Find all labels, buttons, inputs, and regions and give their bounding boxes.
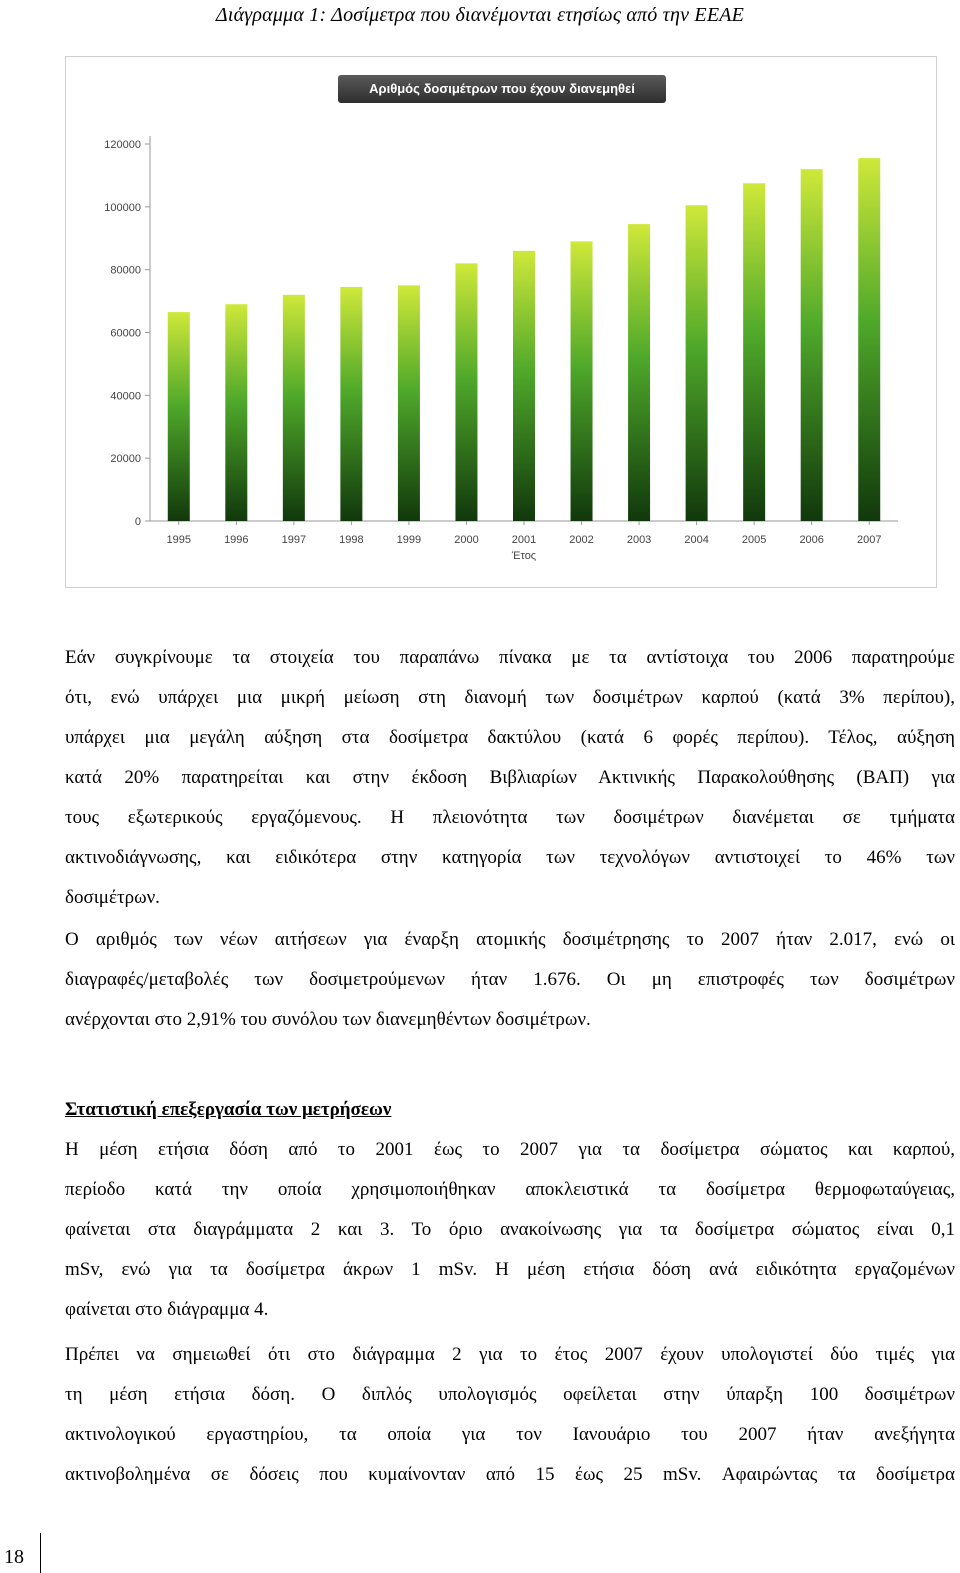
bar (168, 312, 190, 521)
bar (628, 224, 650, 521)
y-tick-label: 120000 (104, 139, 141, 151)
page-number: 18 (4, 1546, 24, 1568)
x-tick-label: 2004 (684, 534, 709, 546)
text-line: Η μέση ετήσια δόση από το 2001 έως το 2007 για τα δοσίμετρα σώματος και καρπού, (65, 1139, 955, 1160)
text-line: υπάρχει μια μεγάλη αύξηση στα δοσίμετρα δακτύλου (κατά 6 φορές περίπου). Τέλος, αύξηση (65, 727, 955, 748)
x-tick-label: 2006 (799, 534, 824, 546)
text-line: Ο αριθμός των νέων αιτήσεων για έναρξη ατομικής δοσιμέτρησης το 2007 ήταν 2.017, ενώ οι (65, 929, 955, 950)
bar (571, 241, 593, 521)
x-tick-label: 2005 (741, 534, 767, 546)
text-line: τη μέση ετήσια δόση. Ο διπλός υπολογισμός οφείλεται στην ύπαρξη 100 δοσιμέτρων (65, 1384, 955, 1405)
x-tick-label: 1997 (281, 534, 307, 546)
paragraph-2 (65, 920, 955, 1040)
bar-chart (66, 57, 936, 587)
y-tick-label: 60000 (110, 327, 141, 340)
bar (513, 251, 535, 521)
x-tick-label: 1995 (166, 534, 192, 546)
text-line: mSv, ενώ για τα δοσίμετρα άκρων 1 mSv. Η μέση ετήσια δόση ανά ειδικότητα εργαζομένων (65, 1259, 955, 1280)
section-heading: Στατιστική επεξεργασία των μετρήσεων (65, 1099, 392, 1120)
bar (743, 183, 765, 521)
section-heading-block (65, 1090, 955, 1130)
text-line: ανέρχονται στο 2,91% του συνόλου των διανεμηθέντων δοσιμέτρων. (65, 1009, 591, 1030)
y-tick-label: 20000 (110, 453, 141, 466)
x-tick-label: 1998 (339, 534, 364, 546)
bar (455, 263, 477, 521)
bar (398, 285, 420, 521)
x-tick-label: 2000 (454, 534, 479, 546)
y-tick-label: 40000 (110, 390, 141, 403)
y-tick-label: 80000 (110, 264, 141, 277)
text-line: τους εξωτερικούς εργαζόμενους. Η πλειονότητα των δοσιμέτρων διανέμεται σε τμήματα (65, 807, 955, 828)
x-axis-label: Έτος (511, 550, 537, 562)
paragraph-3 (65, 1130, 955, 1330)
bar (801, 169, 823, 521)
x-tick-label: 2003 (626, 534, 652, 546)
figure-caption: Διάγραμμα 1: Δοσίμετρα που διανέμονται ετησίως από την ΕΕΑΕ (215, 4, 745, 26)
text-line: Εάν συγκρίνουμε τα στοιχεία του παραπάνω πίνακα με τα αντίστοιχα του 2006 παρατηρούμε (65, 647, 955, 668)
text-line: περίοδο κατά την οποία χρησιμοποιήθηκαν αποκλειστικά τα δοσίμετρα θερμοφωταύγειας, (65, 1179, 955, 1200)
x-tick-label: 1996 (224, 534, 249, 546)
x-tick-label: 2001 (511, 534, 537, 546)
text-line: κατά 20% παρατηρείται και στην έκδοση Βιβλιαρίων Ακτινικής Παρακολούθησης (ΒΑΠ) για (65, 767, 955, 788)
x-tick-label: 1999 (396, 534, 422, 546)
x-tick-label: 2002 (569, 534, 594, 546)
y-tick-label: 100000 (104, 201, 141, 214)
text-line: διαγραφές/μεταβολές των δοσιμετρούμενων ήταν 1.676. Οι μη επιστροφές των δοσιμέτρων (65, 969, 955, 990)
bar (858, 158, 880, 521)
y-tick-label: 0 (134, 516, 141, 528)
bar (686, 205, 708, 521)
text-line: δοσιμέτρων. (65, 887, 160, 908)
paragraph-1 (65, 638, 955, 918)
text-line: ακτινοβολημένα σε δόσεις που κυμαίνονταν από 15 έως 25 mSv. Αφαιρώντας τα δοσίμετρα (65, 1464, 955, 1485)
bar (283, 295, 305, 521)
chart-title: Αριθμός δοσιμέτρων που έχουν διανεμηθεί (338, 75, 666, 103)
page-number-divider (40, 1533, 41, 1573)
text-line: ακτινοδιάγνωσης, και ειδικότερα στην κατηγορία των τεχνολόγων αντιστοιχεί το 46% των (65, 847, 955, 868)
text-line: ότι, ενώ υπάρχει μια μικρή μείωση στη διανομή των δοσιμέτρων καρπού (κατά 3% περίπου), (65, 687, 955, 708)
x-tick-label: 2007 (856, 534, 882, 546)
text-line: Πρέπει να σημειωθεί ότι στο διάγραμμα 2 για το έτος 2007 έχουν υπολογιστεί δύο τιμές για (65, 1344, 955, 1365)
bar (225, 304, 247, 521)
paragraph-4 (65, 1335, 955, 1495)
bar-chart-figure (65, 56, 937, 588)
text-line: φαίνεται στο διάγραμμα 4. (65, 1299, 269, 1320)
text-line: ακτινολογικού εργαστηρίου, τα οποία για τον Ιανουάριο του 2007 ήταν ανεξήγητα (65, 1424, 955, 1445)
bar (340, 287, 362, 521)
text-line: φαίνεται στα διαγράμματα 2 και 3. Το όριο ανακοίνωσης για τα δοσίμετρα σώματος είναι 0,1 (65, 1219, 955, 1240)
